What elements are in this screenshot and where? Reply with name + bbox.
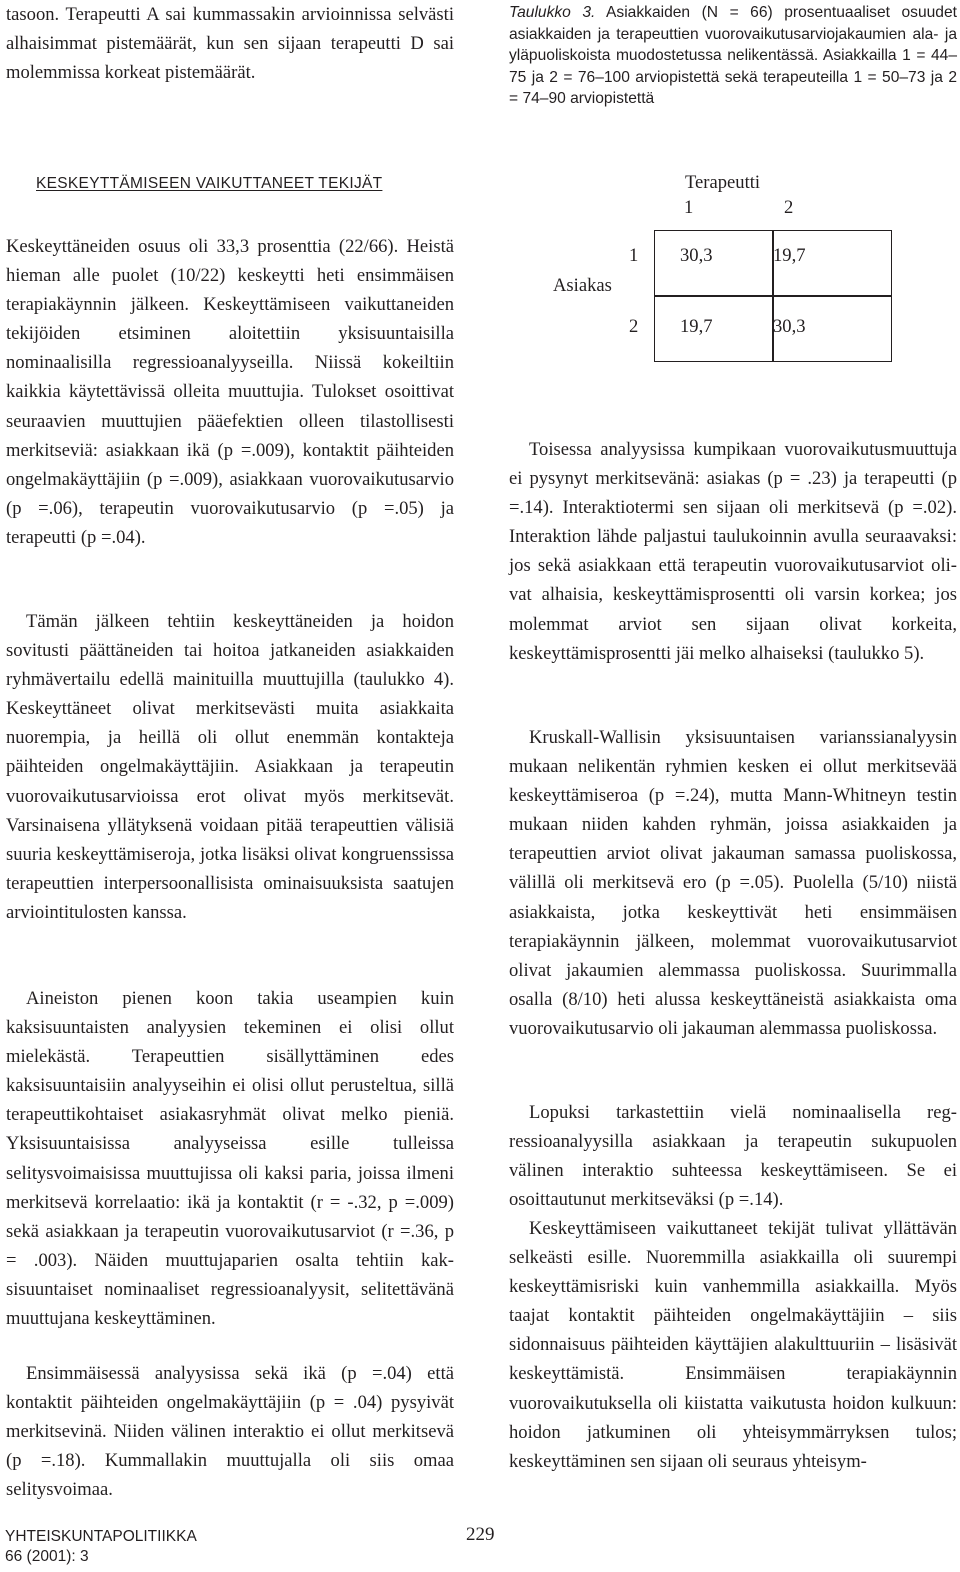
table-row-title: Asiakas [553, 275, 612, 296]
table-column-label-2: 2 [784, 197, 794, 218]
table-caption-text: Asiakkaiden (N = 66) prosentuaaliset osuudet asiakkaiden ja terapeuttien vuorovaikutusarviojakaumien ala- ja yläpuoliskoista muodostetussa nelikentässä. Asiakkailla 1 = 44–75 ja 2 = 76–100 arviopistettä sekä terapeuteilla 1 = 50–73 ja 2 = 74–90 arviopistettä [509, 4, 957, 108]
footer-journal-name: YHTEISKUNTAPOLITIIKKA [5, 1528, 197, 1545]
table-row-label-2: 2 [629, 316, 639, 337]
right-paragraph-3: Lopuksi tarkastettiin vielä nominaalisella regressioanalyysilla asiakkaan ja terapeutin sukupuolen välinen interaktio suhteessa keskeyttämiseen. Se ei osoittautunut merkitseväksi (p =.14). [509, 1102, 957, 1211]
table-caption-label: Taulukko 3. [509, 4, 596, 21]
body-paragraph-3: Aineiston pienen koon takia useampien kuin kaksisuuntaisten analyysien tekeminen ei olisi ollut mielekästä. Terapeuttien sisällyttäminen edes kaksisuuntaisiin analyyseihin ei olisi ollut perusteltua, sillä terapeuttikohtaiset asiakasryhmät olivat melko pieniä. Yksisuuntaisissa analyyseissa esille tulleissa selitysvoimaisissa muuttujissa oli kaksi paria, joissa ilmeni merkitsevä korrelaatio: ikä ja kontaktit (r = -.32, p =.009) sekä asiakkaan ja terapeutin vuorovaikutusarviot (r =.36, p = .003). Näiden muuttujaparien osalta tehtiin kaksisuuntaiset nominaaliset regressioanalyysit, selitettävänä muuttujana keskeyttäminen. [6, 988, 454, 1330]
table-cell-2-2: 30,3 [773, 316, 806, 337]
footer-issue: 66 (2001): 3 [5, 1548, 89, 1565]
table-column-title: Terapeutti [685, 172, 761, 193]
right-paragraph-4: Keskeyttämiseen vaikuttaneet tekijät tulivat yllättävän selkeästi esille. Nuoremmilla asiakkailla oli suurempi keskeyttämisriski kuin vanhemmilla asiakkailla. Myös taajat kontaktit päihteiden ongelmakäyttäjiin – siis sidonnaisuus päihteiden käyttäjien alakulttuuriin – lisäsivät keskeyttämistä. Ensimmäisen terapiakäynnin vuorovaikutuksella oli kiistatta vaikutusta hoidon kulkuun: hoidon jatkuminen oli yhteisymmärryksen tulos; keskeyttäminen sen sijaan oli seuraus yhteisym- [509, 1218, 957, 1472]
table-grid-horizontal-divider [655, 295, 891, 297]
intro-paragraph: tasoon. Terapeutti A sai kummassakin arvioinnissa selvästi alhaisimmat pistemäärät, kun sen sijaan terapeutti D sai molemmissa korkeat pistemäärät. [6, 4, 454, 84]
table-column-label-1: 1 [684, 197, 694, 218]
table-row-label-1: 1 [629, 245, 639, 266]
body-paragraph-1: Keskeyttäneiden osuus oli 33,3 prosenttia (22/66). Heistä hieman alle puolet (10/22) keskeytti heti ensimmäisen terapiakäynnin jälkeen. Keskeyttämiseen vaikuttaneiden tekijöiden etsiminen aloitettiin yksisuuntaisilla nominaalisilla regressioanalyyseilla. Niissä kokeiltiin kaikkia käytettävissä olleita muuttujia. Tulokset osoittivat seuraavien muuttujien pääefektien olleen tilastollisesti merkitseviä: asiakkaan ikä (p =.009), kontaktit päihteiden ongelmakäyttäjiin (p =.009), asiakkaan vuorovaikutusarvio (p =.06), terapeutin vuorovaikutusarvio (p =.05) ja terapeutti (p =.04). [6, 236, 454, 548]
table-cell-2-1: 19,7 [680, 316, 713, 337]
table-cell-1-2: 19,7 [773, 245, 806, 266]
section-heading: KESKEYTTÄMISEEN VAIKUTTANEET TEKIJÄT [36, 175, 383, 192]
table-caption [509, 2, 957, 110]
right-paragraph-1: Toisessa analyysissa kumpikaan vuorovaikutusmuuttuja ei pysynyt merkitsevänä: asiakas (p = .23) ja terapeutti (p =.14). Interaktiotermi sen sijaan oli merkitsevä (p =.02). Interaktion lähde paljastui taulukoinnin avulla seuraavaksi: jos sekä asiakkaan että terapeutin vuorovaikutusarviot olivat alhaisia, keskeyttämisprosentti oli varsin korkea; jos molemmat arviot sen sijaan olivat korkeita, keskeyttämisprosentti jäi melko alhaiseksi (taulukko 5). [509, 439, 957, 664]
body-paragraph-4: Ensimmäisessä analyysissa sekä ikä (p =.04) että kontaktit päihteiden ongelmakäyttäjiin (p = .04) pysyivät merkitsevinä. Niiden välinen interaktio ei ollut merkitsevä (p =.18). Kummallakin muuttujalla oli siis omaa selitysvoimaa. [6, 1363, 454, 1501]
body-paragraph-2: Tämän jälkeen tehtiin keskeyttäneiden ja hoidon sovitusti päättäneiden tai hoitoa jatkaneiden asiakkaiden ryhmävertailu edellä mainituilla muuttujilla (taulukko 4). Keskeyttäneet olivat merkitsevästi muita asiakkaita nuorempia, ja heillä oli ollut enemmän kontakteja päihteiden ongelmakäyttäjiin. Asiakkaan ja terapeutin vuorovaikutusarvioissa erot olivat myös merkitsevät. Varsinaisena yllätyksenä voidaan pitää terapeuttien välisiä suuria keskeyttämiseroja, jotka lisäksi olivat kongruenssissa terapeuttien interpersoonallisista ominaisuuksista saatujen arviointitulosten kanssa. [6, 611, 454, 923]
table-cell-1-1: 30,3 [680, 245, 713, 266]
right-paragraph-2: Kruskall-Wallisin yksisuuntaisen varianssianalyysin mukaan nelikentän ryhmien kesken ei ollut merkitsevää keskeyttämiseroa (p =.24), mutta Mann-Whitneyn testin mukaan niiden kahden ryhmän, joissa asiakkaiden ja terapeuttien arviot olivat jakauman samassa puoliskossa, välillä oli merkitsevä ero (p =.05). Puolella (5/10) niistä asiakkaista, jotka keskeyttivät heti ensimmäisen terapiakäynnin jälkeen, molemmat vuorovaikutusarviot olivat jakaumien alemmassa puoliskossa. Suurimmalla osalla (8/10) heti alussa keskeyttäneistä asiakkaista oma vuorovaikutusarvio oli jakauman alemmassa puoliskossa. [509, 727, 957, 1039]
page-number: 229 [466, 1524, 495, 1545]
